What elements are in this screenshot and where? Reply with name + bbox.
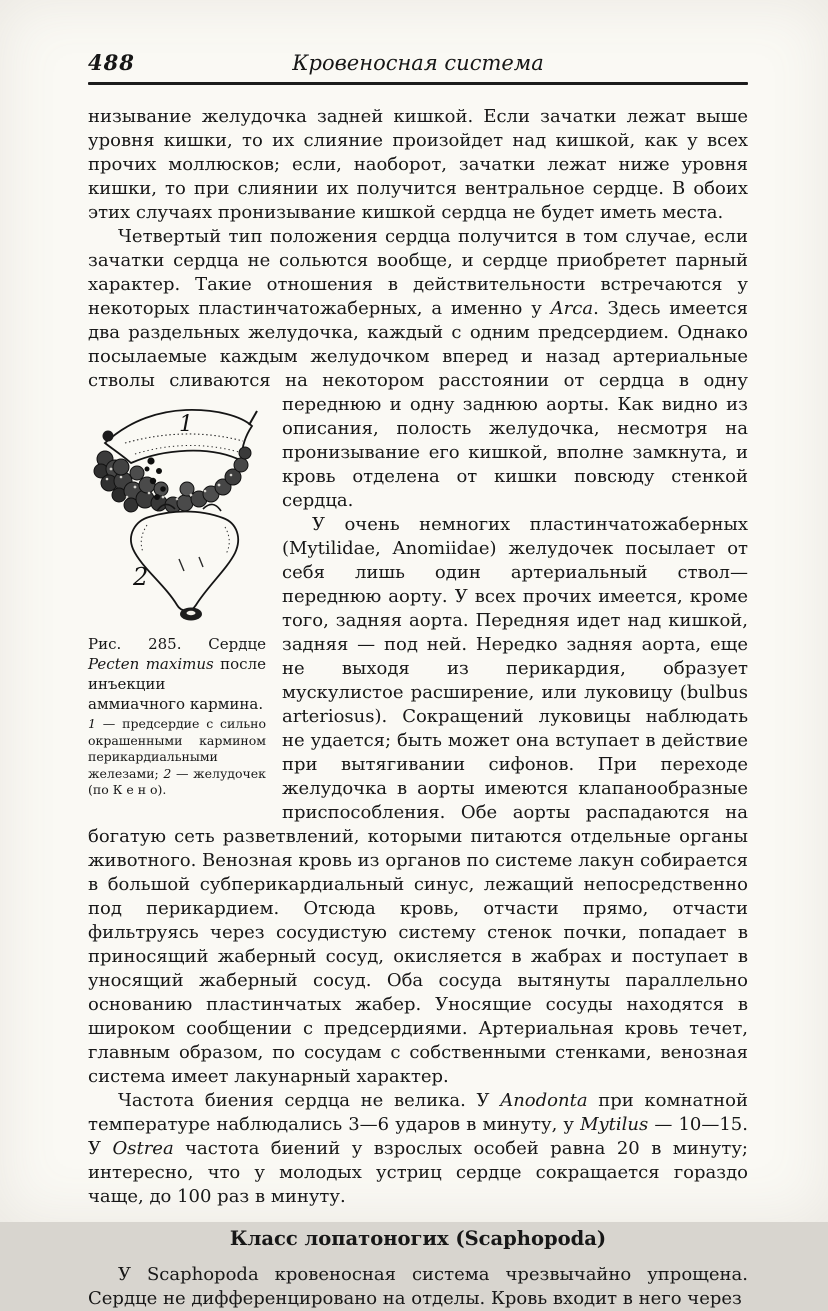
ventricle-shape (131, 512, 238, 611)
figure-legend: 1 — предсердие с сильно окрашенными кармином перикардиальными железами; 2 — желудочек (по К е н о). (88, 716, 266, 797)
figure-label-ventricle: 2 (133, 563, 149, 591)
paragraph-bivalve-vessels: У очень немногих пластинчатожаберных (Mytilidae, Anomiidae) желудочек посылает от себя лишь один артериальный ствол—переднюю аорту. У всех прочих имеется, кроме того, задняя аорта. Передняя идет над кишкой, задняя — под ней. Нередко задняя аорта, еще не выходя из перикардия, образует мускулистое расширение, или луковицу (bulbus arteriosus). Сокращений луковицы наблюдать не удается; быть может она вступает в действие при вытягивании сифонов. При переходе желудочка в аорты имеются клапанообразные приспособления. Обе аорты распадаются на богатую сеть разветвлений, которыми питаются отдельные органы животного. Венозная кровь из органов по системе лакун собирается в большой субперикардиальный синус, лежащий непосредственно под перикардием. Отсюда кровь, отчасти прямо, отчасти фильтруясь через сосудистую систему стенок почки, попадает в приносящий жаберный сосуд, окисляется в жабрах и поступает в уносящий жаберный сосуд. Оба сосуда вытянуты параллельно основанию пластинчатых жабер. Уносящие сосуды находятся в широком сообщении с предсердиями. Артериальная кровь течет, главным образом, по сосудам с собственными стенками, венозная система имеет лакунарный характер. (88, 514, 748, 1087)
figure-caption: Рис. 285. Сердце Pecten maximus после инъекции аммиачного кармина. (88, 635, 266, 713)
page-number: 488 (88, 50, 135, 75)
auriculo-ventricular-canal-right (203, 504, 221, 511)
ventricle-foot-opening (187, 611, 196, 615)
figure-label-atrium: 1 (179, 412, 193, 437)
figure-285 (88, 399, 266, 799)
atrium-left-horn (103, 431, 114, 442)
paragraph-fourth-type-after-figure: и одну заднюю аорты. Как видно из описания, полость желудочка, несмотря на пронизывание его кишкой, вполне замкнута, и кровь отделена от кишки повсюду стенкой сердца. (282, 394, 748, 511)
pericardial-glands (94, 447, 251, 513)
header-rule (88, 82, 748, 85)
page-body (88, 105, 748, 1311)
paragraph-heart-rate: Частота биения сердца не велика. У Anodonta при комнатной температуре наблюдались 3—6 ударов в минуту, у Mytilus — 10—15. У Ostrea частота биений у взрослых особей равна 20 в минуту; интересно, что у молодых устриц сердце сокращается гораздо чаще, до 100 раз в минуту. (88, 1090, 748, 1207)
paragraph-fourth-type-before-figure: Четвертый тип положения сердца получится в том случае, если зачатки сердца не сольются вообще, и сердце приобретет парный характер. Такие отношения в действительности встречаются у некоторых пластинчатожаберных, а именно у Arca. Здесь имеется два раздельных желудочка, каждый с одним предсердием. Однако посылаемые каждым желудочком вперед и назад артериальные стволы сливаются на некотором расстоянии от сердца в одну переднюю (88, 226, 748, 415)
paragraph-continuation: низывание желудочка задней кишкой. Если зачатки лежат выше уровня кишки, то их слияние произойдет над кишкой, как у всех прочих моллюсков; если, наоборот, зачатки лежат ниже уровня кишки, то при слиянии их получится вентральное сердце. В обоих этих случаях пронизывание кишкой сердца не будет иметь места. (88, 106, 748, 223)
section-heading-scaphopoda: Класс лопатоногих (Scaphopoda) (229, 1227, 607, 1250)
atrium-right-tip (249, 411, 257, 425)
page-header (88, 50, 748, 75)
paragraph-fourth-type (88, 225, 748, 797)
running-title: Кровеносная система (292, 51, 544, 75)
heart-illustration (91, 399, 263, 624)
paragraph-scaphopoda: У Scaphopoda кровеносная система чрезвычайно упрощена. Сердце не дифференцировано на отделы. Кровь входит в него через (88, 1264, 748, 1309)
